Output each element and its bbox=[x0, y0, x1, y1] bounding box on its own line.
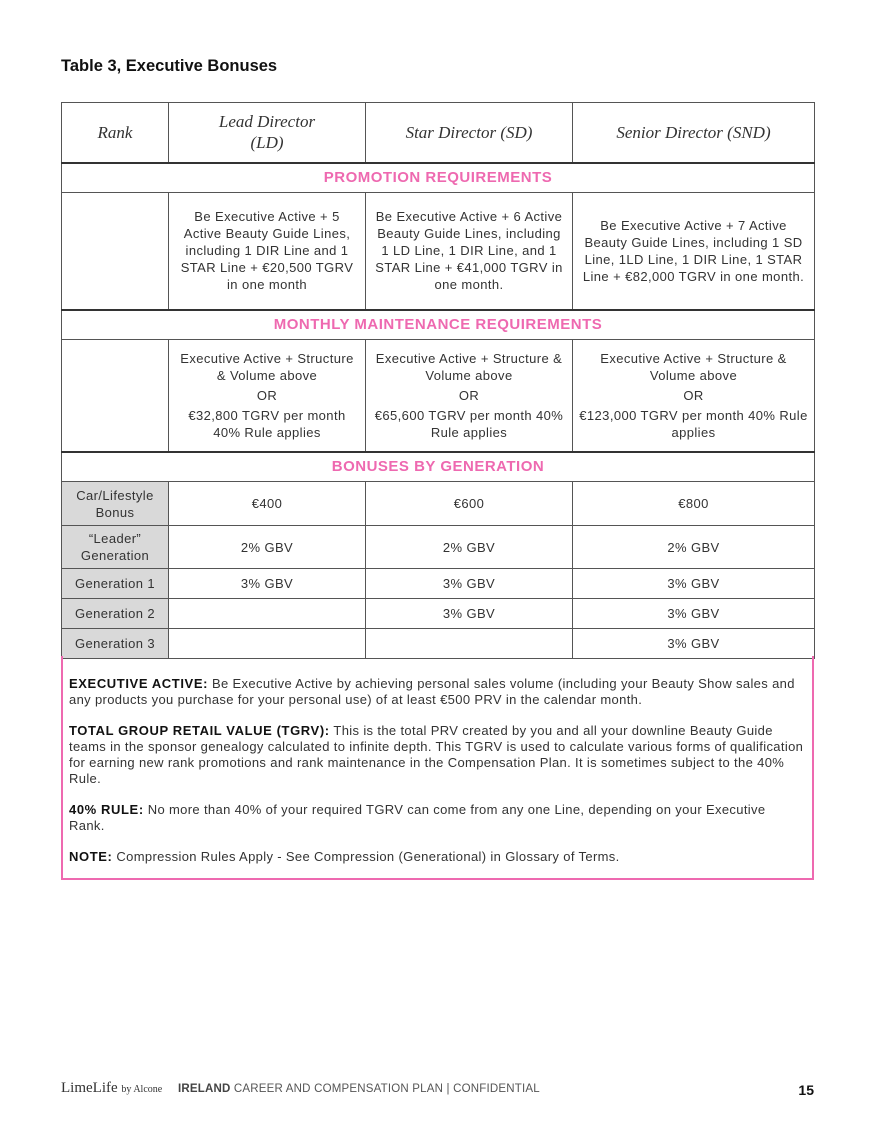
row-label: “Leader” Generation bbox=[62, 526, 169, 569]
note-tgrv: TOTAL GROUP RETAIL VALUE (TGRV): This is the total PRV created by you and all your downline Beauty Guide teams in the sponsor genealogy calculated to infinite depth. This TGRV is used to calculate various forms of qualification for earning new rank promotions and rank maintenance in the Compensation Plan. It is sometimes subject to the 40% Rule. bbox=[69, 723, 804, 786]
table-cell: 3% GBV bbox=[573, 629, 815, 659]
table-header-row bbox=[62, 103, 815, 163]
header-star-director: Star Director (SD) bbox=[366, 103, 573, 163]
section-row bbox=[62, 310, 815, 340]
table-row bbox=[62, 526, 815, 569]
promotion-sd: Be Executive Active + 6 Active Beauty Guide Lines, including 1 LD Line, 1 DIR Line, and 1 STAR Line + €41,000 TGRV in one month. bbox=[366, 193, 573, 310]
section-row bbox=[62, 452, 815, 482]
table-cell bbox=[169, 629, 366, 659]
section-promotion-requirements: PROMOTION REQUIREMENTS bbox=[62, 163, 815, 193]
note-compression: NOTE: Compression Rules Apply - See Compression (Generational) in Glossary of Terms. bbox=[69, 849, 620, 864]
page-footer bbox=[61, 1080, 814, 1102]
section-row bbox=[62, 163, 815, 193]
table-cell: 3% GBV bbox=[366, 569, 573, 599]
table-cell: 3% GBV bbox=[573, 599, 815, 629]
table-row bbox=[62, 569, 815, 599]
promotion-snd: Be Executive Active + 7 Active Beauty Guide Lines, including 1 SD Line, 1LD Line, 1 DIR Line, 1 STAR Line + €82,000 TGRV in one month. bbox=[573, 193, 815, 310]
maintenance-ld: Executive Active + Structure & Volume above OR €32,800 TGRV per month 40% Rule applies bbox=[169, 340, 366, 452]
header-lead-director: Lead Director (LD) bbox=[169, 103, 366, 163]
table-row bbox=[62, 482, 815, 526]
header-rank: Rank bbox=[62, 103, 169, 163]
table-cell: 2% GBV bbox=[169, 526, 366, 569]
row-label: Generation 1 bbox=[62, 569, 169, 599]
section-monthly-maintenance: MONTHLY MAINTENANCE REQUIREMENTS bbox=[62, 310, 815, 340]
definitions-box bbox=[61, 656, 814, 880]
maintenance-sd: Executive Active + Structure & Volume above OR €65,600 TGRV per month 40% Rule applies bbox=[366, 340, 573, 452]
note-40-rule: 40% RULE: No more than 40% of your required TGRV can come from any one Line, depending on your Executive Rank. bbox=[69, 802, 766, 833]
maintenance-row bbox=[62, 340, 815, 452]
maintenance-snd: Executive Active + Structure & Volume above OR €123,000 TGRV per month 40% Rule applies bbox=[573, 340, 815, 452]
table-cell: 3% GBV bbox=[573, 569, 815, 599]
page-number: 15 bbox=[798, 1082, 814, 1098]
table-cell: 2% GBV bbox=[366, 526, 573, 569]
table-cell bbox=[62, 340, 169, 452]
section-bonuses-by-generation: BONUSES BY GENERATION bbox=[62, 452, 815, 482]
header-senior-director: Senior Director (SND) bbox=[573, 103, 815, 163]
table-cell: €800 bbox=[573, 482, 815, 526]
table-cell: 3% GBV bbox=[366, 599, 573, 629]
page-title: Table 3, Executive Bonuses bbox=[61, 57, 278, 75]
row-label: Generation 3 bbox=[62, 629, 169, 659]
row-label: Generation 2 bbox=[62, 599, 169, 629]
footer-text: IRELAND CAREER AND COMPENSATION PLAN | CONFIDENTIAL bbox=[178, 1083, 540, 1095]
executive-bonuses-table bbox=[61, 102, 815, 659]
table-cell bbox=[169, 599, 366, 629]
table-cell bbox=[366, 629, 573, 659]
promotion-ld: Be Executive Active + 5 Active Beauty Guide Lines, including 1 DIR Line and 1 STAR Line + €20,500 TGRV in one month bbox=[169, 193, 366, 310]
table-cell: 2% GBV bbox=[573, 526, 815, 569]
note-executive-active: EXECUTIVE ACTIVE: Be Executive Active by achieving personal sales volume (including your Beauty Show sales and any products you purchase for your personal use) of at least €500 PRV in the calendar month. bbox=[69, 676, 795, 707]
brand-logo: LimeLife by Alcone bbox=[61, 1080, 163, 1096]
table-cell: 3% GBV bbox=[169, 569, 366, 599]
table-row bbox=[62, 629, 815, 659]
row-label: Car/Lifestyle Bonus bbox=[62, 482, 169, 526]
table-row bbox=[62, 599, 815, 629]
table-cell: €600 bbox=[366, 482, 573, 526]
promotion-row bbox=[62, 193, 815, 310]
table-cell: €400 bbox=[169, 482, 366, 526]
table-cell bbox=[62, 193, 169, 310]
